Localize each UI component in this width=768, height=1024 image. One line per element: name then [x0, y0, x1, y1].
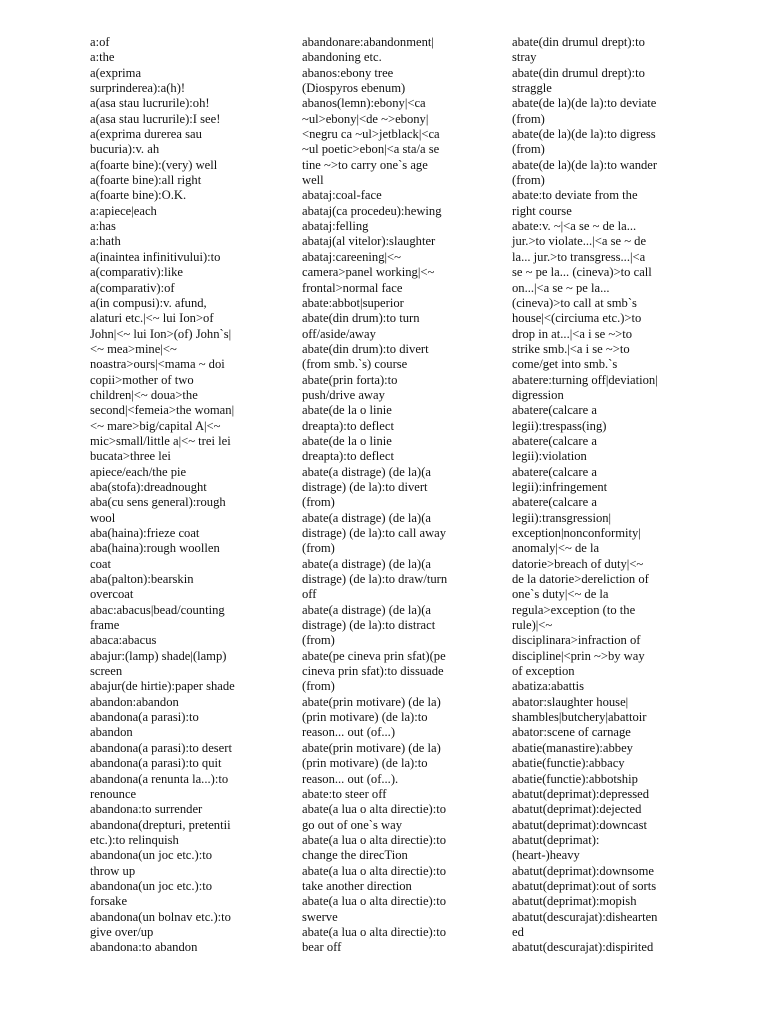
dictionary-line: drop in at...|<a i se ~>to — [512, 326, 633, 341]
dictionary-line: se ~ pe la... (cineva)>to call — [512, 265, 652, 280]
dictionary-line: <negru ca ~ul>jetblack|<ca — [302, 127, 440, 142]
dictionary-line: abate(a lua o alta directie):to — [302, 863, 447, 878]
dictionary-line: a(exprima durerea sau — [90, 127, 202, 142]
dictionary-line: (prin motivare) (de la):to — [302, 756, 428, 771]
dictionary-line: legii):transgression| — [512, 510, 612, 525]
dictionary-line: apiece/each/the pie — [90, 464, 187, 479]
dictionary-line: (from) — [512, 111, 545, 126]
dictionary-line: distrage) (de la):to distract — [302, 618, 436, 633]
dictionary-line: strike smb.|<a i se ~>to — [512, 341, 630, 356]
dictionary-line: coat — [90, 556, 111, 571]
dictionary-line: screen — [90, 664, 123, 679]
dictionary-line: exception|nonconformity| — [512, 526, 641, 540]
dictionary-line: abate(prin motivare) (de la) — [302, 740, 441, 755]
dictionary-line: abate(din drum):to divert — [302, 341, 429, 356]
dictionary-line: de la datorie>dereliction of — [512, 572, 649, 587]
dictionary-line: (from) — [512, 173, 545, 188]
dictionary-line: push/drive away — [302, 387, 385, 402]
dictionary-line: abataj(ca procedeu):hewing — [302, 203, 442, 218]
dictionary-line: abate(de la o linie — [302, 433, 392, 448]
dictionary-line: (from) — [302, 633, 335, 648]
dictionary-line: on...|<a se ~ pe la... — [512, 280, 610, 295]
dictionary-line: abatut(deprimat):mopish — [512, 894, 637, 909]
dictionary-line: dreapta):to deflect — [302, 449, 394, 464]
dictionary-line: abandona:to surrender — [90, 802, 203, 817]
dictionary-line: bucuria):v. ah — [90, 142, 160, 157]
dictionary-line: abate(de la)(de la):to deviate — [512, 96, 657, 111]
dictionary-line: abanos:ebony tree — [302, 65, 394, 80]
dictionary-line: abandona(drepturi, pretentii — [90, 817, 231, 832]
dictionary-line: abajur(de hirtie):paper shade — [90, 679, 235, 694]
dictionary-line: abate(de la o linie — [302, 403, 392, 418]
dictionary-line: swerve — [302, 909, 338, 924]
dictionary-line: abatut(deprimat):out of sorts — [512, 878, 657, 893]
dictionary-line: one`s duty|<~ de la — [512, 587, 609, 602]
dictionary-line: abatut(deprimat):downsome — [512, 863, 654, 878]
dictionary-line: abator:slaughter house| — [512, 694, 629, 709]
dictionary-line: overcoat — [90, 587, 134, 602]
dictionary-line: legii):infringement — [512, 479, 608, 494]
dictionary-line: abate(a lua o alta directie):to — [302, 832, 447, 847]
dictionary-line: jur.>to violate...|<a se ~ de — [512, 234, 647, 249]
dictionary-line: abate(a distrage) (de la)(a — [302, 464, 431, 479]
dictionary-line: bucata>three lei — [90, 449, 171, 464]
dictionary-line: abatere(calcare a — [512, 495, 597, 510]
dictionary-line: ~ul poetic>ebon|<a sta/a se — [302, 142, 440, 157]
dictionary-line: aba(haina):rough woollen — [90, 541, 220, 556]
dictionary-line: abandon — [90, 725, 133, 740]
dictionary-line: abate:v. ~|<a se ~ de la... — [512, 219, 637, 234]
dictionary-line: anomaly|<~ de la — [512, 541, 600, 556]
dictionary-line: children|<~ doua>the — [90, 387, 198, 402]
dictionary-line: abataj(al vitelor):slaughter — [302, 234, 436, 249]
dictionary-line: a(foarte bine):O.K. — [90, 188, 187, 203]
dictionary-line: discipline|<prin ~>by way — [512, 648, 645, 663]
dictionary-line: give over/up — [90, 924, 154, 939]
dictionary-line: a(foarte bine):(very) well — [90, 157, 218, 172]
dictionary-line: abatut(deprimat): — [512, 832, 600, 847]
dictionary-line: digression — [512, 387, 564, 402]
dictionary-line: la... jur.>to transgress...|<a — [512, 249, 646, 264]
dictionary-line: surprinderea):a(h)! — [90, 81, 186, 96]
dictionary-line: abandona(un bolnav etc.):to — [90, 909, 231, 924]
dictionary-line: abatere(calcare a — [512, 433, 597, 448]
dictionary-line: (from) — [302, 495, 335, 510]
dictionary-line: abatere(calcare a — [512, 464, 597, 479]
dictionary-line: abate(pe cineva prin sfat)(pe — [302, 648, 446, 663]
dictionary-line: abate(de la)(de la):to digress — [512, 127, 656, 142]
dictionary-line: ~ul>ebony|<de ~>ebony| — [302, 111, 429, 126]
dictionary-line: abatut(deprimat):downcast — [512, 817, 647, 832]
dictionary-line: a:apiece|each — [90, 203, 157, 218]
dictionary-line: abataj:felling — [302, 219, 369, 234]
dictionary-line: regula>exception (to the — [512, 602, 636, 617]
dictionary-line: <~ mea>mine|<~ — [90, 341, 177, 356]
dictionary-line: shambles|butchery|abattoir — [512, 710, 647, 725]
dictionary-line: off — [302, 587, 317, 602]
dictionary-line: a:the — [90, 50, 115, 65]
dictionary-line: aba(haina):frieze coat — [90, 526, 200, 540]
dictionary-line: abate(a distrage) (de la)(a — [302, 556, 431, 571]
dictionary-line: reason... out (of...). — [302, 771, 399, 786]
dictionary-line: straggle — [512, 81, 552, 96]
dictionary-line: abandona(un joc etc.):to — [90, 878, 213, 893]
dictionary-line: (cineva)>to call at smb`s — [512, 295, 637, 310]
dictionary-line: forsake — [90, 894, 128, 909]
dictionary-line: abate:abbot|superior — [302, 295, 404, 310]
dictionary-line: abandona(a parasi):to — [90, 710, 199, 725]
dictionary-line: ed — [512, 924, 524, 939]
dictionary-line: distrage) (de la):to draw/turn — [302, 572, 448, 587]
column-2 — [302, 35, 474, 956]
dictionary-line: abataj:coal-face — [302, 188, 382, 203]
dictionary-line: camera>panel working|<~ — [302, 265, 435, 280]
dictionary-line: abandona(a parasi):to desert — [90, 740, 232, 755]
column-1 — [90, 35, 260, 956]
dictionary-line: abate:to deviate from the — [512, 188, 638, 203]
dictionary-line: throw up — [90, 863, 136, 878]
dictionary-line: (from) — [302, 541, 335, 556]
dictionary-line: frame — [90, 618, 120, 633]
dictionary-line: take another direction — [302, 878, 412, 893]
dictionary-line: abate(a lua o alta directie):to — [302, 924, 447, 939]
dictionary-line: a(in compusi):v. afund, — [90, 295, 207, 310]
dictionary-line: abatie(manastire):abbey — [512, 740, 633, 755]
dictionary-line: bear off — [302, 940, 342, 955]
dictionary-line: (Diospyros ebenum) — [302, 81, 406, 96]
dictionary-line: datorie>breach of duty|<~ — [512, 556, 644, 571]
dictionary-line: abatut(deprimat):depressed — [512, 786, 650, 801]
dictionary-line: frontal>normal face — [302, 280, 403, 295]
dictionary-line: abandona:to abandon — [90, 940, 198, 955]
dictionary-line: stray — [512, 50, 537, 65]
dictionary-line: abate(din drum):to turn — [302, 311, 420, 326]
dictionary-line: a(inaintea infinitivului):to — [90, 249, 221, 264]
dictionary-line: rule)|<~ — [512, 618, 553, 633]
dictionary-line: abac:abacus|bead/counting — [90, 602, 225, 617]
dictionary-line: off/aside/away — [302, 326, 376, 341]
dictionary-line: abate(a lua o alta directie):to — [302, 894, 447, 909]
column-3 — [512, 35, 684, 956]
dictionary-line: legii):trespass(ing) — [512, 418, 607, 433]
dictionary-line: abatut(deprimat):dejected — [512, 802, 642, 817]
dictionary-line: copii>mother of two — [90, 372, 194, 387]
dictionary-line: abaca:abacus — [90, 633, 157, 648]
dictionary-line: abajur:(lamp) shade|(lamp) — [90, 648, 227, 663]
dictionary-line: abate(prin forta):to — [302, 372, 398, 387]
dictionary-line: a:has — [90, 219, 116, 234]
dictionary-line: (from) — [302, 679, 335, 694]
dictionary-line: abate(prin motivare) (de la) — [302, 694, 441, 709]
dictionary-line: abate(din drumul drept):to — [512, 65, 645, 80]
dictionary-line: abatiza:abattis — [512, 679, 585, 694]
dictionary-line: abatie(functie):abbotship — [512, 771, 638, 786]
dictionary-line: legii):violation — [512, 449, 587, 464]
dictionary-line: alaturi etc.|<~ lui Ion>of — [90, 311, 214, 326]
dictionary-line: abandona(a parasi):to quit — [90, 756, 222, 771]
dictionary-line: of exception — [512, 664, 575, 679]
dictionary-line: second|<femeia>the woman| — [90, 403, 235, 418]
dictionary-line: (prin motivare) (de la):to — [302, 710, 428, 725]
dictionary-line: a(exprima — [90, 65, 142, 80]
dictionary-line: abate(din drumul drept):to — [512, 35, 645, 49]
dictionary-line: abandoning etc. — [302, 50, 382, 65]
dictionary-line: abate(a distrage) (de la)(a — [302, 602, 431, 617]
dictionary-line: <~ mare>big/capital A|<~ — [90, 418, 221, 433]
dictionary-line: abatut(descurajat):dispirited — [512, 940, 654, 955]
dictionary-line: abandona(un joc etc.):to — [90, 848, 213, 863]
dictionary-line: abate:to steer off — [302, 786, 387, 801]
dictionary-line: abator:scene of carnage — [512, 725, 631, 740]
dictionary-line: dreapta):to deflect — [302, 418, 394, 433]
dictionary-line: tine ~>to carry one`s age — [302, 157, 428, 172]
dictionary-line: renounce — [90, 786, 137, 801]
dictionary-line: abate(de la)(de la):to wander — [512, 157, 658, 172]
dictionary-line: a:of — [90, 35, 110, 49]
dictionary-line: wool — [90, 510, 116, 525]
dictionary-line: abandonare:abandonment| — [302, 35, 434, 49]
dictionary-line: distrage) (de la):to call away — [302, 526, 447, 540]
dictionary-line: noastra>ours|<mama ~ doi — [90, 357, 225, 372]
dictionary-line: aba(stofa):dreadnought — [90, 479, 207, 494]
dictionary-line: aba(cu sens general):rough — [90, 495, 226, 510]
dictionary-line: abandona(a renunta la...):to — [90, 771, 229, 786]
dictionary-line: abatut(descurajat):dishearten — [512, 909, 658, 924]
dictionary-line: cineva prin sfat):to dissuade — [302, 664, 444, 679]
dictionary-line: John|<~ lui Ion>(of) John`s| — [90, 326, 232, 341]
dictionary-line: (from smb.`s) course — [302, 357, 408, 372]
dictionary-line: (from) — [512, 142, 545, 157]
dictionary-line: disciplinara>infraction of — [512, 633, 641, 648]
dictionary-line: come/get into smb.`s — [512, 357, 618, 372]
dictionary-line: abate(a distrage) (de la)(a — [302, 510, 431, 525]
dictionary-line: a(comparativ):of — [90, 280, 175, 295]
dictionary-line: well — [302, 173, 324, 188]
dictionary-line: distrage) (de la):to divert — [302, 479, 428, 494]
dictionary-line: reason... out (of...) — [302, 725, 396, 740]
dictionary-line: a(foarte bine):all right — [90, 173, 202, 188]
dictionary-line: abanos(lemn):ebony|<ca — [302, 96, 426, 111]
dictionary-line: abataj:careening|<~ — [302, 249, 401, 264]
dictionary-line: etc.):to relinquish — [90, 832, 179, 847]
dictionary-line: a(asa stau lucrurile):oh! — [90, 96, 210, 111]
dictionary-line: (heart-)heavy — [512, 848, 580, 863]
dictionary-line: abatie(functie):abbacy — [512, 756, 625, 771]
dictionary-line: abatere:turning off|deviation| — [512, 372, 658, 387]
dictionary-line: abatere(calcare a — [512, 403, 597, 418]
dictionary-line: house|<(circiuma etc.)>to — [512, 311, 642, 326]
dictionary-line: right course — [512, 203, 572, 218]
dictionary-line: a:hath — [90, 234, 121, 249]
dictionary-line: abate(a lua o alta directie):to — [302, 802, 447, 817]
dictionary-line: abandon:abandon — [90, 694, 179, 709]
dictionary-line: go out of one`s way — [302, 817, 403, 832]
dictionary-line: aba(palton):bearskin — [90, 572, 194, 587]
dictionary-line: mic>small/little a|<~ trei lei — [90, 433, 231, 448]
dictionary-line: a(comparativ):like — [90, 265, 184, 280]
dictionary-line: a(asa stau lucrurile):I see! — [90, 111, 221, 126]
dictionary-line: change the direcTion — [302, 848, 408, 863]
